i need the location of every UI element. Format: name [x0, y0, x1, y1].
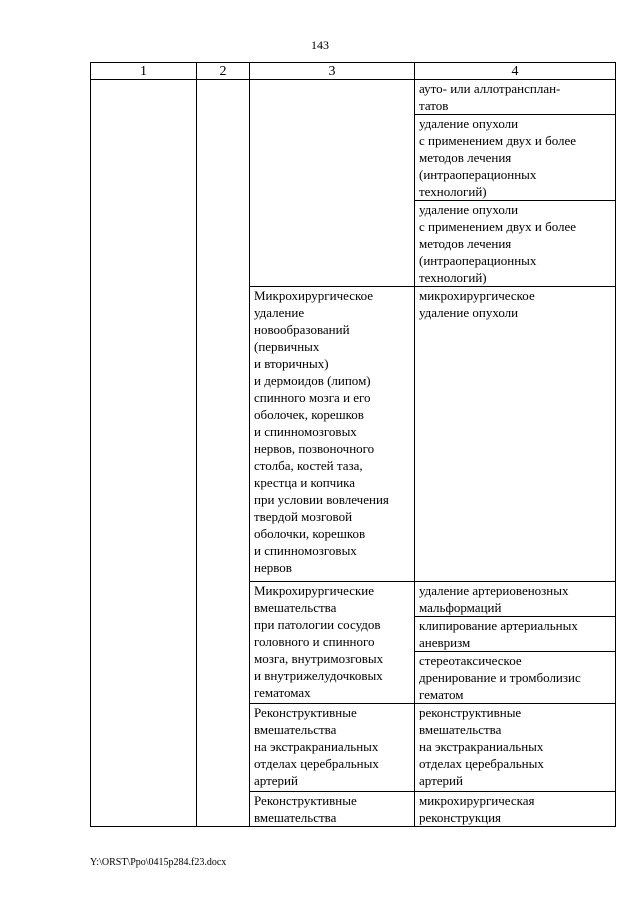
procedure-cell — [415, 651, 616, 703]
procedure-text: ауто- или аллотрансплан- татов — [419, 81, 561, 114]
condition-text: Микрохирургические вмешательства при патологии сосудов головного и спинного мозга, внутримозговых и внутрижелудочковых гематомах — [254, 582, 384, 700]
procedure-text: реконструктивные вмешательства на экстракраниальных отделах церебральных артерий — [419, 704, 544, 788]
procedure-text: стереотаксическое дренирование и тромболизис гематом — [419, 652, 581, 702]
procedure-text: удаление артериовенозных мальформаций — [419, 582, 569, 615]
procedure-cell — [415, 287, 616, 581]
column-header-2: 2 — [197, 63, 250, 80]
condition-cell — [250, 581, 415, 703]
procedure-text: микрохирургическое удаление опухоли — [419, 288, 535, 321]
procedure-cell — [415, 581, 616, 616]
document-table — [90, 62, 616, 827]
column-header-4: 4 — [415, 63, 616, 80]
procedure-cell — [415, 703, 616, 791]
table-row — [91, 80, 616, 115]
procedure-text: удаление опухоли с применением двух и более методов лечения (интраоперационных технологий) — [419, 202, 577, 286]
column-3-empty-cell — [250, 80, 415, 287]
procedure-text: микрохирургическая реконструкция — [419, 792, 535, 825]
column-header-3: 3 — [250, 63, 415, 80]
procedure-cell — [415, 80, 616, 115]
procedure-text: клипирование артериальных аневризм — [419, 617, 578, 650]
column-header-1: 1 — [91, 63, 197, 80]
procedure-cell — [415, 616, 616, 651]
condition-text: Микрохирургическое удаление новообразований (первичных и вторичных) и дермоидов (липом) спинного мозга и его оболочек, корешков и спинномозговых нервов, позвоночного столба, костей таза, крестца и копчика при условии вовлечения твердой мозговой оболочки, корешков и спинномозговых нервов — [254, 288, 389, 576]
table-header-row — [91, 63, 616, 80]
procedure-cell — [415, 791, 616, 826]
condition-cell — [250, 703, 415, 791]
footer-file-path: Y:\ORST\Ppo\0415p284.f23.docx — [90, 857, 227, 868]
column-1-cell — [91, 80, 197, 827]
procedure-cell — [415, 115, 616, 201]
condition-text: Реконструктивные вмешательства на экстракраниальных отделах церебральных артерий — [254, 704, 379, 788]
condition-text: Реконструктивные вмешательства — [254, 792, 357, 825]
condition-cell — [250, 287, 415, 581]
page-number: 143 — [311, 38, 329, 52]
procedure-cell — [415, 201, 616, 287]
procedure-text: удаление опухоли с применением двух и более методов лечения (интраоперационных технологий) — [419, 116, 577, 200]
condition-cell — [250, 791, 415, 826]
column-2-cell — [197, 80, 250, 827]
